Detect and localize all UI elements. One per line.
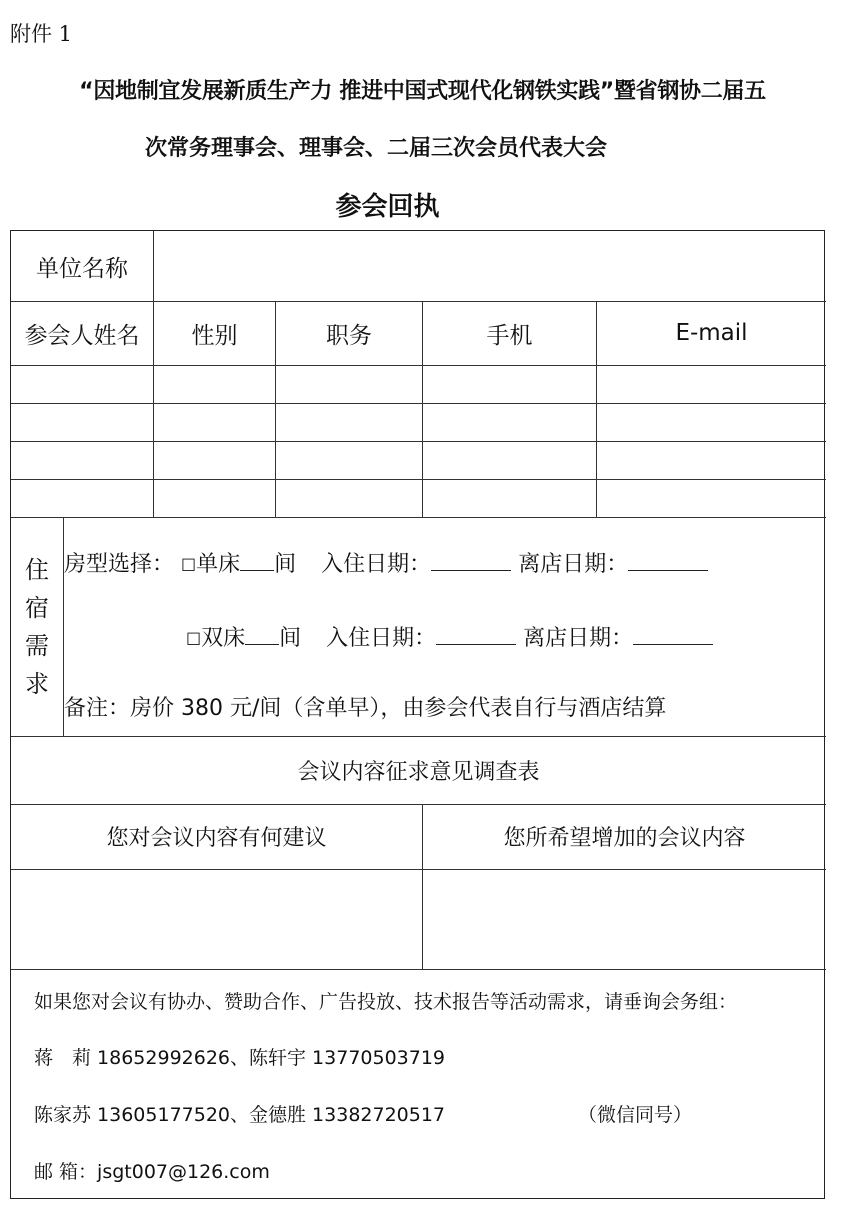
survey-title: 会议内容征求意见调查表 xyxy=(297,759,540,785)
single-room-checkin-field[interactable] xyxy=(431,550,511,571)
attendee-mobile-field[interactable] xyxy=(423,403,596,441)
wechat-note: （微信同号） xyxy=(578,1104,693,1126)
double-room-checkbox[interactable]: □ xyxy=(186,628,202,647)
room-type-label: 房型选择： xyxy=(64,552,175,577)
attendee-name-field[interactable] xyxy=(11,403,153,441)
attendee-position-field[interactable] xyxy=(276,441,422,479)
checkin-label: 入住日期： xyxy=(326,626,437,651)
accommodation-label-char: 宿 xyxy=(25,594,49,622)
attendee-email-field[interactable] xyxy=(597,479,826,517)
double-room-line xyxy=(186,621,713,652)
row-divider xyxy=(11,969,826,970)
accommodation-note: 备注：房价 380 元/间（含单早），由参会代表自行与酒店结算 xyxy=(64,696,667,721)
attendee-mobile-field[interactable] xyxy=(423,479,596,517)
document-title-line-2: 次常务理事会、理事会、二届三次会员代表大会 xyxy=(145,136,608,161)
attendee-name-field[interactable] xyxy=(11,479,153,517)
row-divider xyxy=(11,517,826,518)
accommodation-label-char: 求 xyxy=(25,670,49,698)
single-room-checkout-field[interactable] xyxy=(628,550,708,571)
form-title: 参会回执 xyxy=(335,192,440,222)
attendee-email-field[interactable] xyxy=(597,365,826,403)
document-title-line-1: “因地制宜发展新质生产力 推进中国式现代化钢铁实践”暨省钢协二届五 xyxy=(79,79,766,104)
contact-intro: 如果您对会议有协办、赞助合作、广告投放、技术报告等活动需求，请垂询会务组： xyxy=(34,991,738,1013)
double-room-label: 双床 xyxy=(201,626,246,651)
attendee-position-field[interactable] xyxy=(276,479,422,517)
checkin-label: 入住日期： xyxy=(321,552,432,577)
attendee-gender-field[interactable] xyxy=(154,479,275,517)
column-header-name: 参会人姓名 xyxy=(24,322,140,349)
double-room-count-field[interactable] xyxy=(245,624,279,645)
attendee-gender-field[interactable] xyxy=(154,403,275,441)
contact-line-1: 蒋 莉 18652992626、陈轩宇 13770503719 xyxy=(34,1047,446,1069)
survey-suggestion-header: 您对会议内容有何建议 xyxy=(106,826,327,851)
room-unit-label: 间 xyxy=(279,626,302,651)
attendee-gender-field[interactable] xyxy=(154,365,275,403)
double-room-checkin-field[interactable] xyxy=(436,624,516,645)
unit-name-label: 单位名称 xyxy=(36,255,128,282)
attendee-position-field[interactable] xyxy=(276,365,422,403)
attendee-gender-field[interactable] xyxy=(154,441,275,479)
checkout-label: 离店日期： xyxy=(518,552,629,577)
attendee-position-field[interactable] xyxy=(276,403,422,441)
attendee-email-field[interactable] xyxy=(597,441,826,479)
attendee-email-field[interactable] xyxy=(597,403,826,441)
room-unit-label: 间 xyxy=(274,552,297,577)
survey-additional-content-header: 您所希望增加的会议内容 xyxy=(503,826,746,851)
unit-name-field[interactable] xyxy=(154,231,826,301)
double-room-checkout-field[interactable] xyxy=(633,624,713,645)
survey-additional-content-field[interactable] xyxy=(423,869,826,969)
single-room-count-field[interactable] xyxy=(240,550,274,571)
registration-form xyxy=(10,230,825,1199)
checkout-label: 离店日期： xyxy=(523,626,634,651)
contact-line-2: 陈家苏 13605177520、金德胜 13382720517 xyxy=(34,1104,446,1126)
survey-suggestion-field[interactable] xyxy=(11,869,422,969)
attachment-label: 附件 1 xyxy=(10,22,73,46)
accommodation-label-char: 需 xyxy=(25,632,49,660)
attendee-mobile-field[interactable] xyxy=(423,365,596,403)
single-room-label: 单床 xyxy=(196,552,241,577)
attendee-mobile-field[interactable] xyxy=(423,441,596,479)
attendee-name-field[interactable] xyxy=(11,365,153,403)
column-header-email: E-mail xyxy=(675,320,748,346)
column-header-position: 职务 xyxy=(326,322,372,349)
contact-email: 邮 箱：jsgt007@126.com xyxy=(34,1161,270,1183)
column-header-gender: 性别 xyxy=(191,322,238,349)
column-header-mobile: 手机 xyxy=(486,322,533,349)
accommodation-label-char: 住 xyxy=(25,556,49,584)
single-room-line xyxy=(64,547,708,578)
attendee-name-field[interactable] xyxy=(11,441,153,479)
accommodation-label xyxy=(17,551,57,703)
single-room-checkbox[interactable]: □ xyxy=(181,554,197,573)
